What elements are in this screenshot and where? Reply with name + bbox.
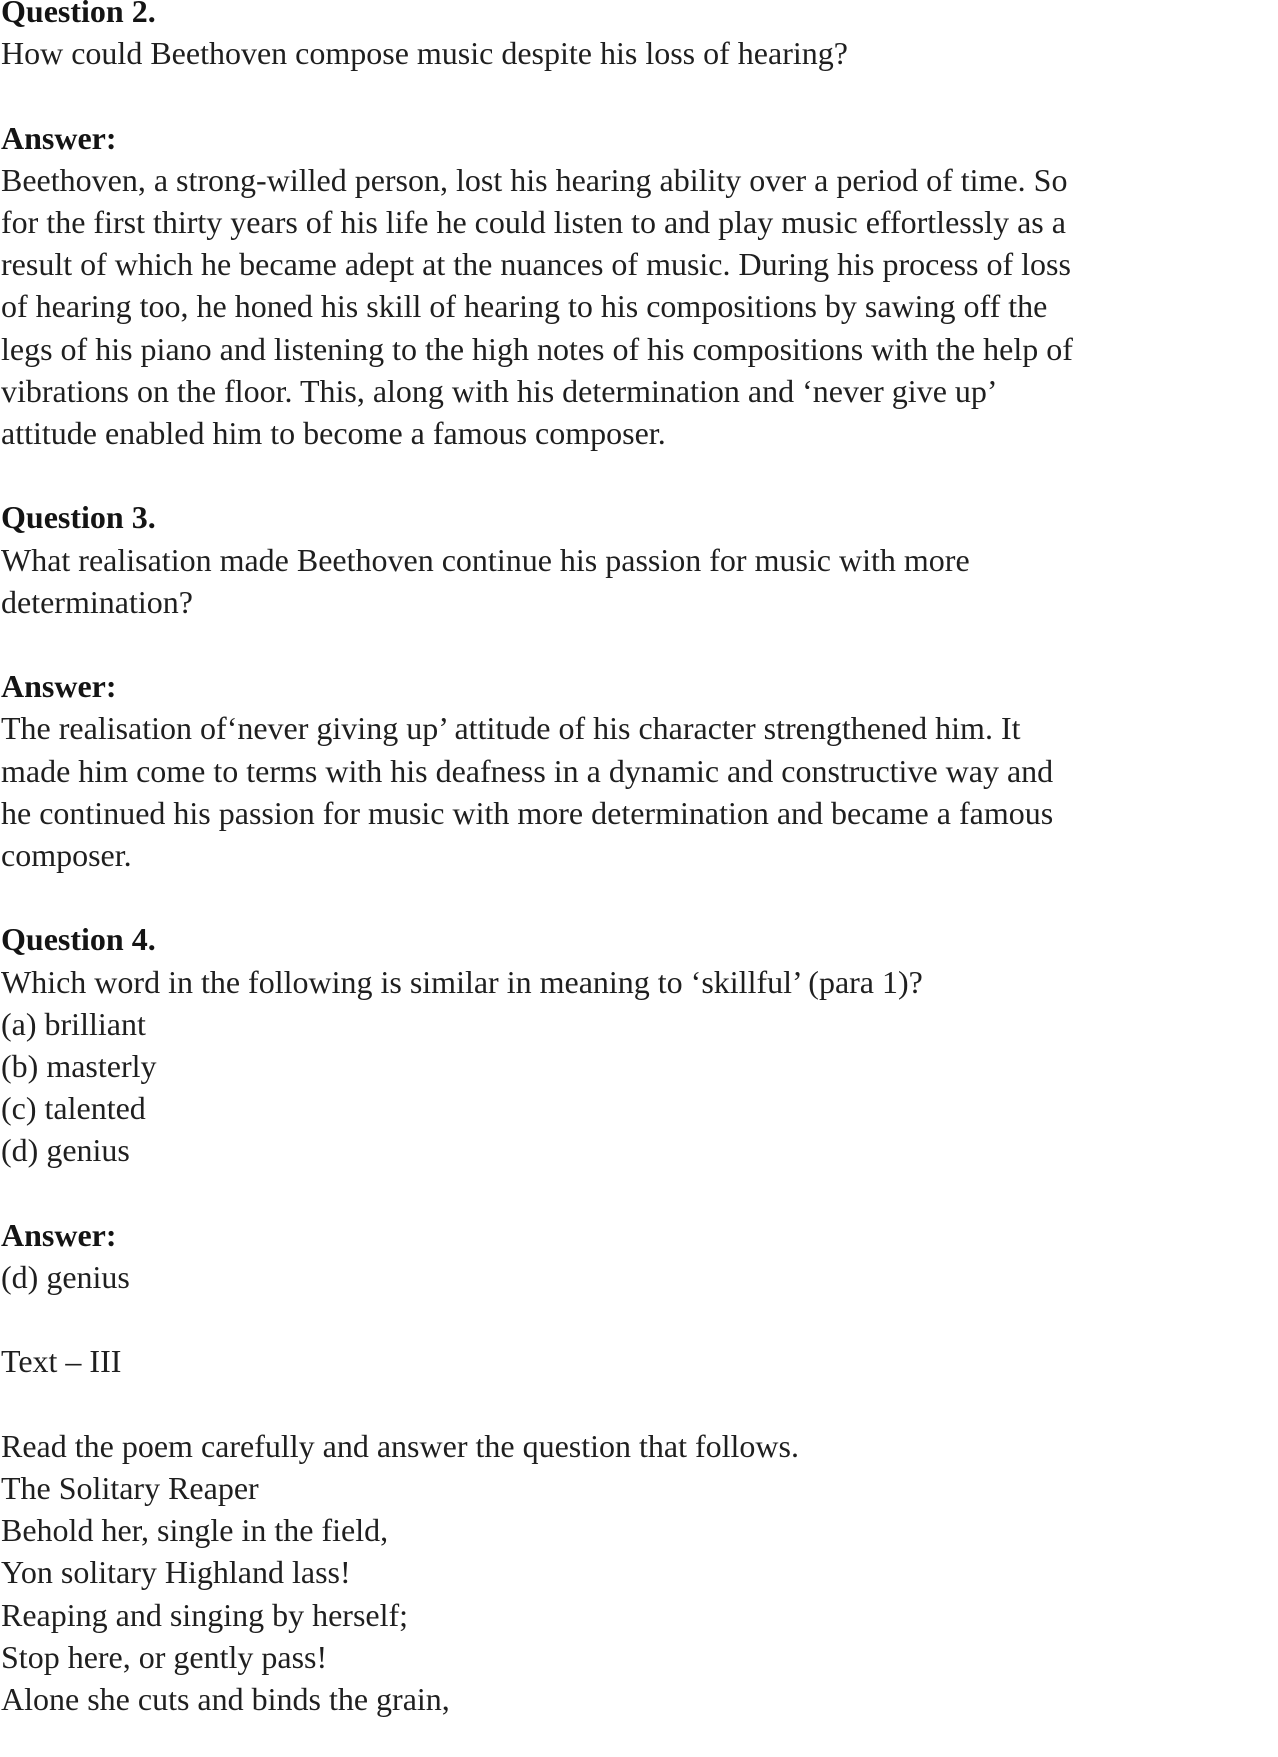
question-2-answer-line: attitude enabled him to become a famous composer. <box>1 415 666 452</box>
question-4-text: Which word in the following is similar in meaning to ‘skillful’ (para 1)? <box>1 963 923 1000</box>
spacer <box>1 74 1271 116</box>
question-2-answer-line: of hearing too, he honed his skill of hearing to his compositions by sawing off the <box>1 288 1048 325</box>
spacer <box>1 1383 1271 1425</box>
poem-line: Stop here, or gently pass! <box>1 1638 328 1675</box>
question-3-answer-line: composer. <box>1 837 132 874</box>
question-3-answer-line: he continued his passion for music with more determination and became a famous <box>1 794 1054 831</box>
question-2-answer-line: legs of his piano and listening to the high notes of his compositions with the help of <box>1 330 1073 367</box>
spacer <box>1 454 1271 496</box>
poem-line: Behold her, single in the field, <box>1 1512 389 1549</box>
question-2-answer-label: Answer: <box>1 119 117 156</box>
document-page <box>1 0 1271 1720</box>
question-3-answer-line: The realisation of‘never giving up’ attitude of his character strengthened him. It <box>1 710 1021 747</box>
option-a: (a) brilliant <box>1 1005 146 1042</box>
question-2-text: How could Beethoven compose music despite his loss of hearing? <box>1 35 848 72</box>
question-2-answer-line: vibrations on the floor. This, along with his determination and ‘never give up’ <box>1 372 998 409</box>
poem-instruction: Read the poem carefully and answer the question that follows. <box>1 1427 799 1464</box>
option-c: (c) talented <box>1 1090 146 1127</box>
spacer <box>1 623 1271 665</box>
question-4-answer-label: Answer: <box>1 1216 117 1253</box>
question-2-answer-line: for the first thirty years of his life he could listen to and play music effortlessly as a <box>1 204 1066 240</box>
question-3-text-line: What realisation made Beethoven continue his passion for music with more <box>1 541 970 578</box>
spacer <box>1 1298 1271 1340</box>
option-b: (b) masterly <box>1 1048 157 1085</box>
poem-title: The Solitary Reaper <box>1 1470 259 1506</box>
poem-line: Alone she cuts and binds the grain, <box>1 1681 450 1718</box>
question-3-answer-line: made him come to terms with his deafness in a dynamic and constructive way and <box>1 752 1054 789</box>
question-4-answer: (d) genius <box>1 1259 130 1296</box>
text-section-title: Text – III <box>1 1343 122 1380</box>
question-3-heading: Question 3. <box>1 499 156 536</box>
question-4-heading: Question 4. <box>1 921 156 958</box>
spacer <box>1 876 1271 918</box>
spacer <box>1 1172 1271 1214</box>
poem-line: Reaping and singing by herself; <box>1 1596 409 1633</box>
question-2-answer-line: result of which he became adept at the nuances of music. During his process of loss <box>1 246 1071 283</box>
question-3-text-line: determination? <box>1 583 193 620</box>
poem-line: Yon solitary Highland lass! <box>1 1554 351 1591</box>
question-3-answer-label: Answer: <box>1 668 117 705</box>
option-d: (d) genius <box>1 1132 130 1169</box>
question-2-heading: Question 2. <box>1 0 156 29</box>
question-2-answer-line: Beethoven, a strong-willed person, lost his hearing ability over a period of time. So <box>1 161 1068 198</box>
